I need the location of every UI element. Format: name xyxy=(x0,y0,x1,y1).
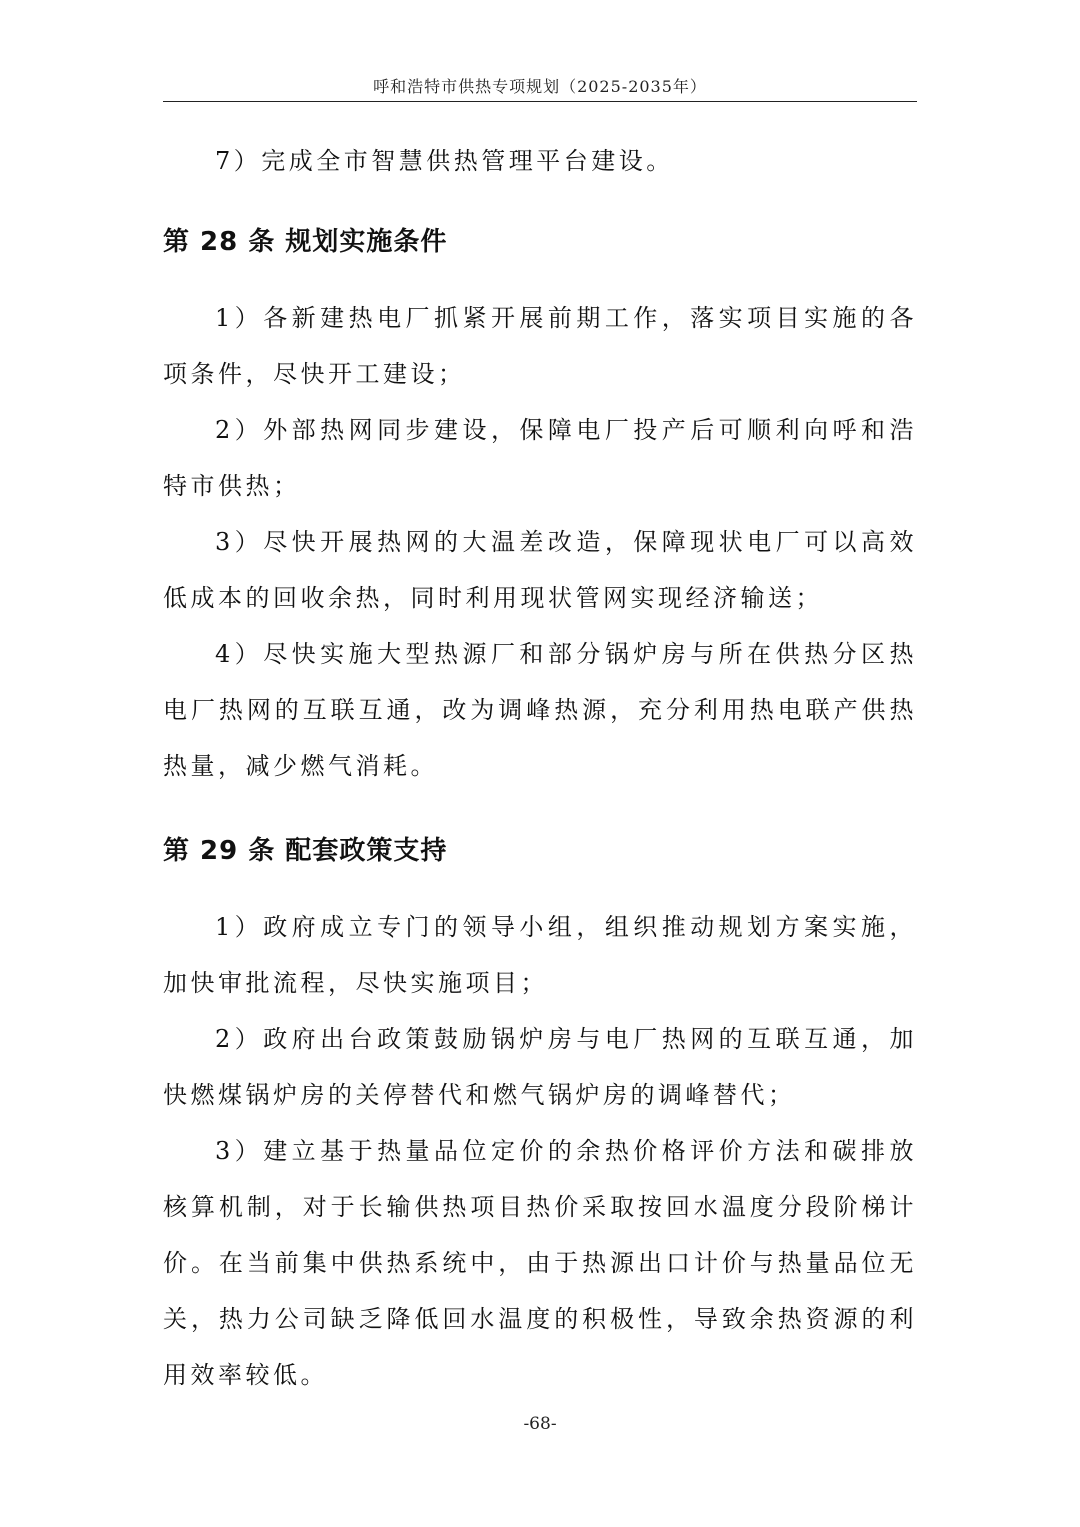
section-28-item-1: 1）各新建热电厂抓紧开展前期工作，落实项目实施的各项条件，尽快开工建设； xyxy=(163,304,917,388)
section-29-items xyxy=(163,899,917,1403)
intro-item: 7）完成全市智慧供热管理平台建设。 xyxy=(215,147,674,175)
section-28-items xyxy=(163,290,917,794)
section-28-item-4: 4）尽快实施大型热源厂和部分锅炉房与所在供热分区热电厂热网的互联互通，改为调峰热源，充分利用热电联产供热热量，减少燃气消耗。 xyxy=(163,640,917,780)
section-29-item-3: 3）建立基于热量品位定价的余热价格评价方法和碳排放核算机制，对于长输供热项目热价采取按回水温度分段阶梯计价。在当前集中供热系统中，由于热源出口计价与热量品位无关，热力公司缺乏降低回水温度的积极性，导致余热资源的利用效率较低。 xyxy=(163,1137,917,1389)
section-28-item-2: 2）外部热网同步建设，保障电厂投产后可顺利向呼和浩特市供热； xyxy=(163,416,917,500)
header-divider xyxy=(163,101,917,102)
section-29-item-1: 1）政府成立专门的领导小组，组织推动规划方案实施，加快审批流程，尽快实施项目； xyxy=(163,913,917,997)
section-29-heading: 第 29 条 配套政策支持 xyxy=(163,836,448,866)
page-number: -68- xyxy=(523,1414,557,1434)
section-29-item-2: 2）政府出台政策鼓励锅炉房与电厂热网的互联互通，加快燃煤锅炉房的关停替代和燃气锅炉房的调峰替代； xyxy=(163,1025,917,1109)
section-28-item-3: 3）尽快开展热网的大温差改造，保障现状电厂可以高效低成本的回收余热，同时利用现状管网实现经济输送； xyxy=(163,528,917,612)
section-28-heading: 第 28 条 规划实施条件 xyxy=(163,227,448,257)
page-header-title: 呼和浩特市供热专项规划（2025-2035年） xyxy=(373,77,707,96)
